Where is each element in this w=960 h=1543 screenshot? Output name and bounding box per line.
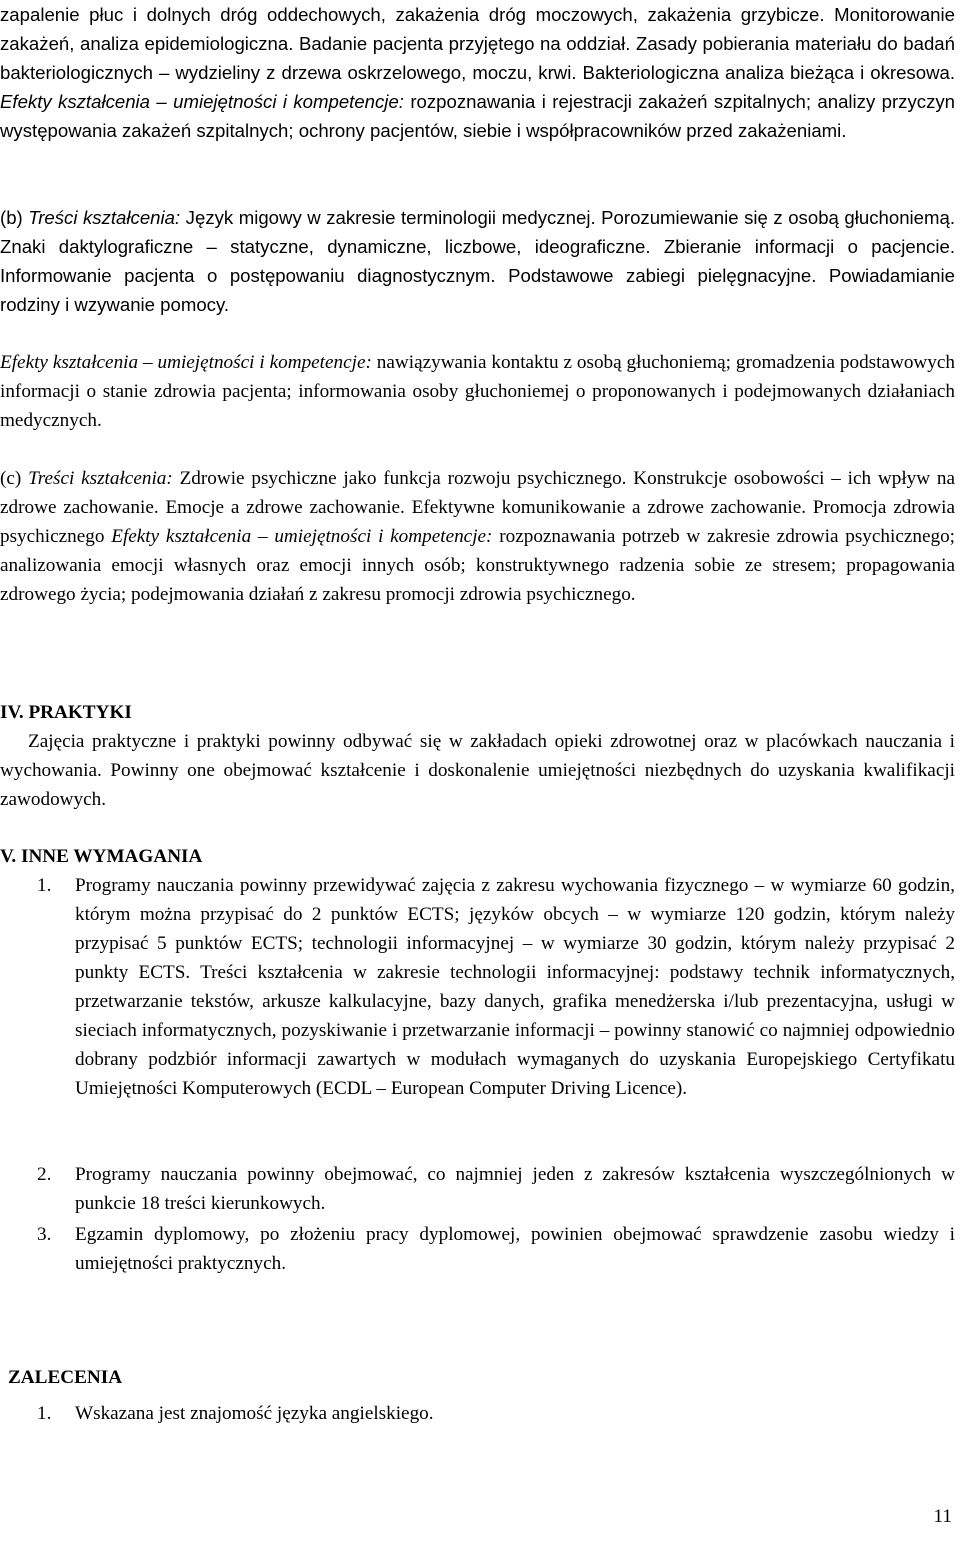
infections-effects-text: rozpoznawania i rejestracji zakażeń szpitalnych; analizy przyczyn występowania zakażeń szpitalnych; ochrony pacjentów, siebie i współpracowników przed zakażeniami. [0,91,955,141]
list-item-number: 3. [37,1224,52,1245]
mental-health-content-text: Zdrowie psychiczne jako funkcja rozwoju psychicznego. Konstrukcje osobowości – ich wpływ na zdrowe zachowanie. Emocje a zdrowe zachowanie. Efektywne komunikowanie a zdrowe zachowanie. Promocja zdrowia psychicznego [0,468,956,547]
recommendations-heading: ZALECENIA [8,1367,123,1388]
sign-language-effects-label: Efekty kształcenia – umiejętności i kompetencje: [0,352,372,373]
infections-content-text: zapalenie płuc i dolnych dróg oddechowych, zakażenia dróg moczowych, zakażenia grzybicze. Monitorowanie zakażeń, analiza epidemiologiczna. Badanie pacjenta przyjętego na oddział. Zasady pobierania materiału do badań bakteriologicznych – wydzieliny z drzewa oskrzelowego, moczu, krwi. Bakteriologiczna analiza bieżąca i okresowa. [0,4,955,83]
sign-language-effects-text: nawiązywania kontaktu z osobą głuchoniemą; gromadzenia podstawowych informacji o stanie zdrowia pacjenta; informowania osoby głuchoniemej o proponowanych i podejmowanych działaniach medycznych. [0,352,955,431]
section-v-heading: V. INNE WYMAGANIA [0,846,203,867]
list-item-text: Wskazana jest znajomość języka angielskiego. [75,1403,434,1424]
paragraph-sign-language-effects [0,348,955,435]
list-item [37,1399,955,1428]
mental-health-prefix: (c) [0,468,29,489]
sign-language-prefix: (b) [0,207,29,228]
paragraph-sign-language [0,203,955,319]
mental-health-effects-label: Efekty kształcenia – umiejętności i kompetencje: [111,526,493,547]
paragraph-mental-health [0,464,955,609]
list-item-number: 1. [37,1403,52,1424]
section-iv-paragraph: Zajęcia praktyczne i praktyki powinny odbywać się w zakładach opieki zdrowotnej oraz w placówkach nauczania i wychowania. Powinny one obejmować kształcenie i doskonalenie umiejętności niezbędnych do uzyskania kwalifikacji zawodowych. [0,731,955,810]
list-item-text: Egzamin dyplomowy, po złożeniu pracy dyplomowej, powinien obejmować sprawdzenie zasobu wiedzy i umiejętności praktycznych. [75,1224,955,1274]
mental-health-effects-text: rozpoznawania potrzeb w zakresie zdrowia psychicznego; analizowania emocji własnych oraz emocji innych osób; konstruktywnego radzenia sobie ze stresem; propagowania zdrowego życia; podejmowania działań z zakresu promocji zdrowia psychicznego. [0,526,956,605]
page-number: 11 [933,1506,952,1527]
list-item-text: Programy nauczania powinny obejmować, co najmniej jeden z zakresów kształcenia wyszczególnionych w punkcie 18 treści kierunkowych. [75,1164,955,1214]
mental-health-content-label: Treści kształcenia: [28,468,173,489]
sign-language-content-text: Język migowy w zakresie terminologii medycznej. Porozumiewanie się z osobą głuchoniemą. Znaki daktylograficzne – statyczne, dynamiczne, liczbowe, ideograficzne. Zbieranie informacji o pacjencie. Informowanie pacjenta o postępowaniu diagnostycznym. Podstawowe zabiegi pielęgnacyjne. Powiadamianie rodziny i wzywanie pomocy. [0,207,955,315]
list-item-number: 1. [37,875,52,896]
list-item [37,1160,955,1218]
list-item-text: Programy nauczania powinny przewidywać zajęcia z zakresu wychowania fizycznego – w wymiarze 60 godzin, którym można przypisać do 2 punktów ECTS; języków obcych – w wymiarze 120 godzin, którym należy przypisać 5 punktów ECTS; technologii informacyjnej – w wymiarze 30 godzin, którym należy przypisać 2 punkty ECTS. Treści kształcenia w zakresie technologii informacyjnej: podstawy technik informatycznych, przetwarzanie tekstów, arkusze kalkulacyjne, bazy danych, grafika menedżerska i/lub prezentacyjna, usługi w sieciach informatycznych, pozyskiwanie i przetwarzanie informacji – powinny stanowić co najmniej odpowiednio dobrany podzbiór informacji zawartych w modułach wymaganych do uzyskania Europejskiego Certyfikatu Umiejętności Komputerowych (ECDL – European Computer Driving Licence). [75,875,955,1099]
infections-effects-label: Efekty kształcenia – umiejętności i kompetencje: [0,91,404,112]
list-item [37,1220,955,1278]
sign-language-content-label: Treści kształcenia: [28,207,181,228]
section-iv-heading: IV. PRAKTYKI [0,702,132,723]
list-item-number: 2. [37,1164,52,1185]
paragraph-infections [0,0,955,145]
